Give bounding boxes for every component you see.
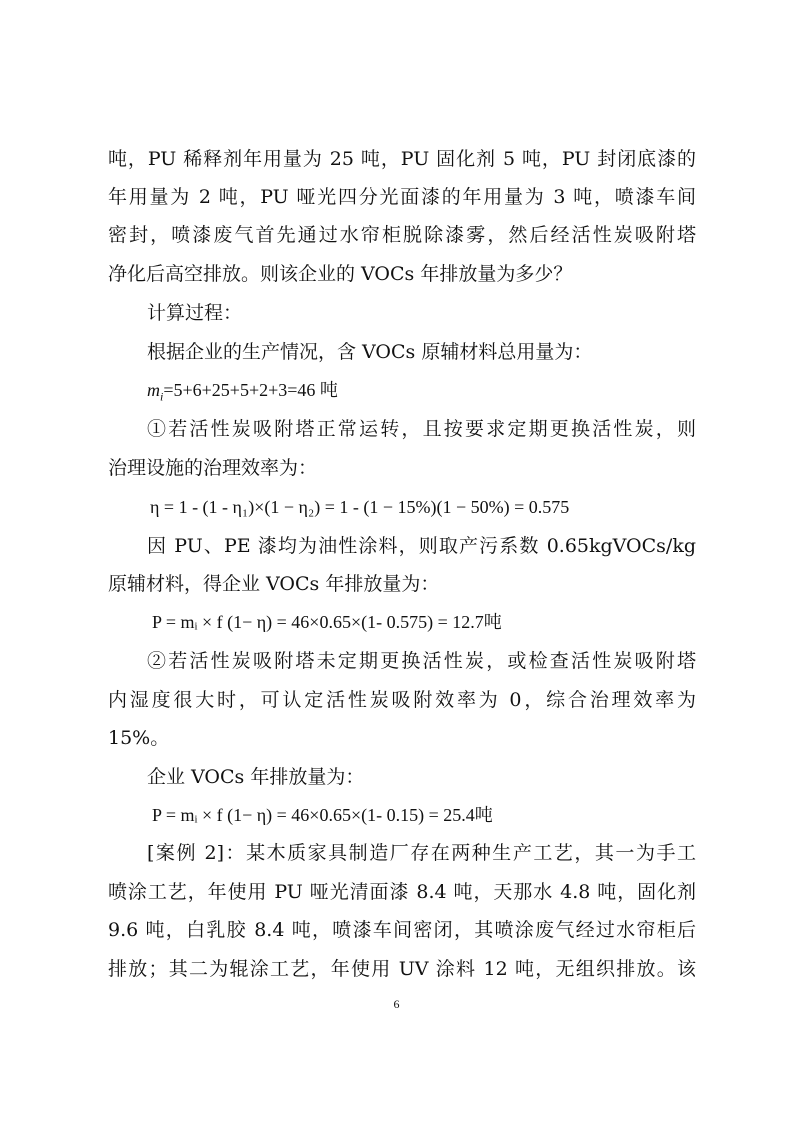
text-line: 净化后高空排放。则该企业的 VOCs 年排放量为多少？ (108, 263, 573, 285)
text-line: 治理设施的治理效率为： (108, 457, 318, 479)
text-line: 排放；其二为辊涂工艺，年使用 UV 涂料 12 吨，无组织排放。该 (108, 958, 696, 980)
text-line: 年用量为 2 吨，PU 哑光四分光面漆的年用量为 3 吨，喷漆车间 (108, 186, 696, 208)
section-label: 计算过程： (147, 302, 243, 324)
formula-emission-2: P = mᵢ × f (1− η) = 46×0.65×(1- 0.15) = 25.4吨 (152, 805, 493, 825)
formula-efficiency: η = 1 - (1 - η₁)×(1 − η₂) = 1 - (1 − 15%)(1 − 50%) = 0.575 (150, 497, 570, 517)
text-line: 密封，喷漆废气首先通过水帘柜脱除漆雾，然后经活性炭吸附塔 (108, 224, 696, 246)
text-line: 喷涂工艺，年使用 PU 哑光清面漆 8.4 吨，天那水 4.8 吨，固化剂 (108, 881, 696, 903)
text-line: [案例 2]：某木质家具制造厂存在两种生产工艺，其一为手工 (147, 842, 696, 864)
text-line: 企业 VOCs 年排放量为： (147, 766, 365, 788)
text-line: ①若活性炭吸附塔正常运转，且按要求定期更换活性炭，则 (147, 418, 696, 440)
text-line: 内湿度很大时，可认定活性炭吸附效率为 0，综合治理效率为 (108, 689, 696, 711)
text-line: 原辅材料，得企业 VOCs 年排放量为： (108, 573, 440, 595)
formula-total-usage: $m_i=5+6+25+5+2+3=46$ 吨 (147, 380, 338, 404)
formula-emission-1: P = mᵢ × f (1− η) = 46×0.65×(1- 0.575) = 12.7吨 (152, 612, 502, 632)
page-number: 6 (393, 997, 400, 1011)
text-line: ②若活性炭吸附塔未定期更换活性炭，或检查活性炭吸附塔 (147, 650, 696, 672)
text-line: 9.6 吨，白乳胶 8.4 吨，喷漆车间密闭，其喷涂废气经过水帘柜后 (108, 919, 696, 941)
text-line: 15%。 (108, 727, 170, 749)
text-line: 吨，PU 稀释剂年用量为 25 吨，PU 固化剂 5 吨，PU 封闭底漆的 (108, 148, 696, 170)
text-line: 因 PU、PE 漆均为油性涂料，则取产污系数 0.65kgVOCs/kg (147, 535, 696, 557)
text-line: 根据企业的生产情况，含 VOCs 原辅材料总用量为： (147, 341, 593, 363)
